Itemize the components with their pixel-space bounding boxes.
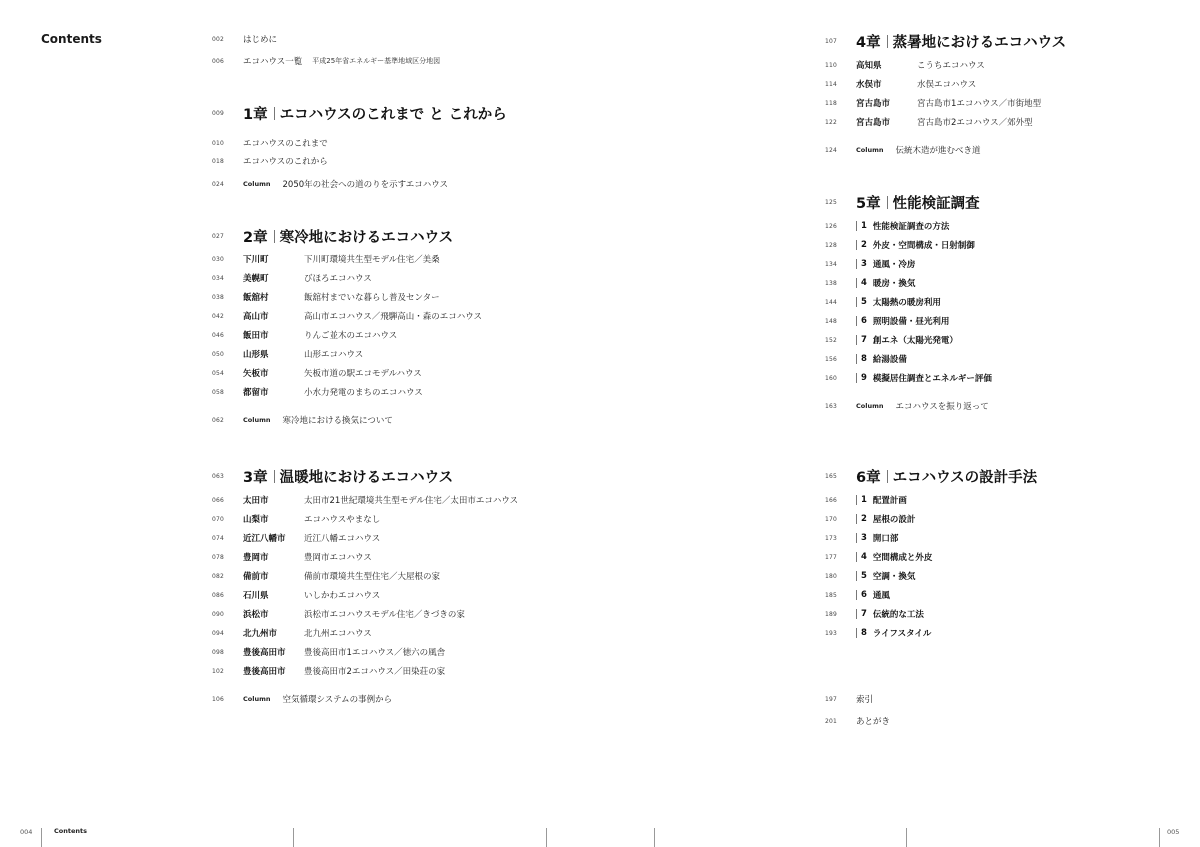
- section-number: 6: [861, 590, 867, 600]
- page-number: 054: [212, 369, 225, 377]
- toc-entry[interactable]: [212, 548, 372, 566]
- toc-entry[interactable]: [212, 491, 518, 509]
- page-number: 125: [825, 199, 838, 206]
- section-title: 創エネ（太陽光発電）: [872, 336, 958, 346]
- toc-entry[interactable]: [212, 288, 440, 306]
- footer-divider: [41, 828, 42, 847]
- section-title: 開口部: [872, 534, 899, 544]
- toc-entry[interactable]: [212, 364, 422, 382]
- location-name: 太田市: [243, 496, 269, 506]
- section-entry[interactable]: [825, 605, 924, 623]
- page-number: 102: [212, 667, 225, 675]
- entry-title: 山形エコハウス: [304, 350, 364, 360]
- toc-entry[interactable]: [212, 383, 423, 401]
- page-number: 070: [212, 515, 225, 523]
- page-number: 082: [212, 572, 225, 580]
- entry-title: 寒冷地における換気について: [282, 416, 393, 426]
- page-number: 074: [212, 534, 225, 542]
- entry-title: 宮古島市2エコハウス／郊外型: [917, 118, 1033, 128]
- page-number: 010: [212, 139, 225, 147]
- location-name: 山梨市: [243, 515, 269, 525]
- page-number: 078: [212, 553, 225, 561]
- section-divider: [856, 240, 857, 250]
- page-number: 098: [212, 648, 225, 656]
- chapter-number: 6章: [856, 469, 881, 486]
- footer-divider: [1159, 828, 1160, 847]
- chapter-number: 1章: [243, 106, 268, 123]
- page-number: 180: [825, 572, 838, 580]
- section-entry[interactable]: [825, 293, 941, 311]
- section-entry[interactable]: [825, 236, 975, 254]
- chapter-number: 5章: [856, 195, 881, 212]
- page-number: 197: [825, 695, 838, 703]
- location-name: 近江八幡市: [243, 534, 286, 544]
- page-number: 046: [212, 331, 225, 339]
- section-divider: [856, 628, 857, 638]
- section-number: 8: [861, 354, 867, 364]
- section-entry[interactable]: [825, 491, 907, 509]
- column-entry[interactable]: [212, 411, 393, 429]
- page-number: 144: [825, 298, 838, 306]
- entry-title: 太田市21世紀環境共生型モデル住宅／太田市エコハウス: [304, 496, 519, 506]
- page-number: 152: [825, 336, 838, 344]
- page-number: 094: [212, 629, 225, 637]
- toc-entry[interactable]: [212, 326, 397, 344]
- page-number: 090: [212, 610, 225, 618]
- chapter-2-heading[interactable]: [212, 227, 453, 245]
- column-entry[interactable]: [825, 141, 981, 159]
- location-name: 北九州市: [243, 629, 278, 639]
- entry-title: 宮古島市1エコハウス／市街地型: [917, 99, 1042, 109]
- page-number: 107: [825, 38, 838, 45]
- entry-title: 索引: [856, 695, 874, 705]
- page-number: 160: [825, 374, 838, 382]
- chapter-number: 3章: [243, 469, 268, 486]
- toc-entry[interactable]: [212, 510, 380, 528]
- entry-title: エコハウス一覧: [243, 57, 303, 67]
- toc-entry[interactable]: [212, 662, 445, 680]
- section-title: 屋根の設計: [872, 515, 916, 525]
- entry-title: 備前市環境共生型住宅／大屋根の家: [304, 572, 441, 582]
- page-number: 058: [212, 388, 225, 396]
- section-entry[interactable]: [825, 586, 890, 604]
- section-title: 外皮・空間構成・日射制御: [872, 241, 975, 251]
- page-number: 018: [212, 157, 225, 165]
- footer-divider: [654, 828, 655, 847]
- toc-entry[interactable]: [212, 586, 380, 604]
- location-name: 浜松市: [243, 610, 269, 620]
- section-number: 4: [861, 552, 867, 562]
- page-number: 170: [825, 515, 838, 523]
- section-entry[interactable]: [825, 255, 915, 273]
- section-number: 9: [861, 373, 867, 383]
- right-page-folio: 005: [1167, 828, 1180, 836]
- section-number: 7: [861, 609, 867, 619]
- toc-entry[interactable]: [212, 345, 363, 363]
- location-name: 水俣市: [856, 80, 882, 90]
- section-title: 模擬居住調査とエネルギー評価: [872, 374, 992, 384]
- page-number: 201: [825, 717, 838, 725]
- toc-entry[interactable]: [212, 152, 328, 170]
- chapter-4-heading[interactable]: [825, 32, 1066, 50]
- page-number: 193: [825, 629, 838, 637]
- page-number: 148: [825, 317, 838, 325]
- location-name: 矢板市: [243, 369, 269, 379]
- section-title: 空調・換気: [872, 572, 916, 582]
- section-number: 3: [861, 533, 867, 543]
- page-number: 106: [212, 695, 225, 703]
- section-title: 暖房・換気: [872, 279, 916, 289]
- section-entry[interactable]: [825, 331, 958, 349]
- section-entry[interactable]: [825, 369, 992, 387]
- toc-entry-intro[interactable]: [212, 30, 277, 48]
- toc-entry[interactable]: [212, 307, 482, 325]
- page-number: 066: [212, 496, 225, 504]
- column-label: Column: [856, 146, 884, 154]
- chapter-divider: [887, 35, 888, 48]
- column-label: Column: [243, 695, 271, 703]
- page-number: 062: [212, 416, 225, 424]
- page-number: 173: [825, 534, 838, 542]
- column-label: Column: [856, 402, 884, 410]
- entry-title: 浜松市エコハウスモデル住宅／きづきの家: [304, 610, 465, 620]
- section-title: 配置計画: [872, 496, 907, 506]
- chapter-3-heading[interactable]: [212, 467, 453, 485]
- entry-title: 近江八幡エコハウス: [304, 534, 381, 544]
- section-divider: [856, 335, 857, 345]
- chapter-title: 蒸暑地におけるエコハウス: [892, 34, 1067, 51]
- page-number: 006: [212, 57, 225, 65]
- column-label: Column: [243, 416, 271, 424]
- location-name: 飯田市: [243, 331, 269, 341]
- location-name: 下川町: [243, 255, 269, 265]
- chapter-number: 4章: [856, 34, 881, 51]
- toc-entry[interactable]: [212, 269, 372, 287]
- section-entry[interactable]: [825, 548, 932, 566]
- chapter-divider: [274, 230, 275, 243]
- column-entry[interactable]: [212, 175, 448, 193]
- section-divider: [856, 571, 857, 581]
- page-number: 009: [212, 110, 225, 117]
- section-number: 2: [861, 514, 867, 524]
- section-title: 通風: [872, 591, 890, 601]
- section-number: 2: [861, 240, 867, 250]
- entry-title: 小水力発電のまちのエコハウス: [304, 388, 423, 398]
- entry-title: あとがき: [856, 717, 891, 727]
- section-title: ライフスタイル: [872, 629, 932, 639]
- toc-entry[interactable]: [212, 529, 380, 547]
- location-name: 都留市: [243, 388, 269, 398]
- chapter-divider: [887, 196, 888, 209]
- section-title: 伝統的な工法: [872, 610, 924, 620]
- entry-title: 空気循環システムの事例から: [282, 695, 393, 705]
- chapter-divider: [887, 470, 888, 483]
- entry-title: 北九州エコハウス: [304, 629, 372, 639]
- location-name: 美幌町: [243, 274, 269, 284]
- column-entry[interactable]: [825, 397, 989, 415]
- toc-entry[interactable]: [825, 94, 1041, 112]
- section-title: 性能検証調査の方法: [872, 222, 950, 232]
- chapter-title: 温暖地におけるエコハウス: [279, 469, 454, 486]
- entry-title: 矢板市道の駅エコモデルハウス: [304, 369, 422, 379]
- location-name: 豊後高田市: [243, 667, 286, 677]
- entry-title: 水俣エコハウス: [917, 80, 977, 90]
- section-title: 太陽熱の暖房利用: [872, 298, 941, 308]
- entry-title: エコハウスやまなし: [304, 515, 381, 525]
- entry-title: びほろエコハウス: [304, 274, 372, 284]
- toc-entry[interactable]: [212, 624, 372, 642]
- chapter-divider: [274, 470, 275, 483]
- page-number: 002: [212, 35, 225, 43]
- section-divider: [856, 590, 857, 600]
- entry-note: 平成25年省エネルギー基準地域区分地図: [312, 57, 441, 65]
- footer-section-label: Contents: [54, 827, 87, 835]
- page-number: 086: [212, 591, 225, 599]
- section-number: 5: [861, 571, 867, 581]
- entry-title: 豊後高田市1エコハウス／徳六の風舎: [304, 648, 446, 658]
- section-number: 8: [861, 628, 867, 638]
- location-name: 高知県: [856, 61, 882, 71]
- entry-title: はじめに: [243, 35, 278, 45]
- chapter-title: エコハウスの設計手法: [892, 469, 1038, 486]
- toc-entry[interactable]: [825, 113, 1033, 131]
- page-number: 030: [212, 255, 225, 263]
- page-number: 126: [825, 222, 838, 230]
- chapter-title: エコハウスのこれまで と これから: [279, 106, 507, 123]
- page-number: 110: [825, 61, 838, 69]
- section-entry[interactable]: [825, 624, 931, 642]
- section-number: 1: [861, 221, 867, 231]
- location-name: 石川県: [243, 591, 269, 601]
- page-number: 050: [212, 350, 225, 358]
- toc-entry[interactable]: [212, 567, 440, 585]
- location-name: 山形県: [243, 350, 269, 360]
- section-divider: [856, 354, 857, 364]
- location-name: 宮古島市: [856, 99, 891, 109]
- page-number: 166: [825, 496, 838, 504]
- page-number: 138: [825, 279, 838, 287]
- section-title: 通風・冷房: [872, 260, 916, 270]
- page-number: 134: [825, 260, 838, 268]
- entry-title: 高山市エコハウス／飛騨高山・森のエコハウス: [304, 312, 482, 322]
- page-number: 114: [825, 80, 838, 88]
- page-number: 124: [825, 146, 838, 154]
- section-title: 照明設備・昼光利用: [872, 317, 950, 327]
- page-number: 034: [212, 274, 225, 282]
- entry-title: 豊岡市エコハウス: [304, 553, 372, 563]
- section-divider: [856, 278, 857, 288]
- section-number: 3: [861, 259, 867, 269]
- section-divider: [856, 533, 857, 543]
- section-entry[interactable]: [825, 312, 949, 330]
- entry-title: 飯舘村までいな暮らし普及センター: [304, 293, 440, 303]
- column-label: Column: [243, 180, 271, 188]
- entry-title: 伝統木造が進むべき道: [895, 146, 981, 156]
- page-number: 118: [825, 99, 838, 107]
- section-title: 給湯設備: [872, 355, 907, 365]
- chapter-number: 2章: [243, 229, 268, 246]
- section-entry[interactable]: [825, 217, 949, 235]
- entry-title: エコハウスを振り返って: [895, 402, 989, 412]
- section-divider: [856, 373, 857, 383]
- footer-divider: [293, 828, 294, 847]
- footer-divider: [546, 828, 547, 847]
- page-number: 038: [212, 293, 225, 301]
- location-name: 備前市: [243, 572, 269, 582]
- section-divider: [856, 221, 857, 231]
- page-number: 177: [825, 553, 838, 561]
- toc-entry[interactable]: [212, 643, 445, 661]
- page-number: 156: [825, 355, 838, 363]
- section-number: 7: [861, 335, 867, 345]
- page-number: 042: [212, 312, 225, 320]
- section-divider: [856, 552, 857, 562]
- column-entry[interactable]: [212, 690, 392, 708]
- page-number: 027: [212, 233, 225, 240]
- section-divider: [856, 259, 857, 269]
- section-entry[interactable]: [825, 274, 915, 292]
- section-divider: [856, 609, 857, 619]
- location-name: 豊後高田市: [243, 648, 286, 658]
- page-number: 063: [212, 473, 225, 480]
- section-entry[interactable]: [825, 529, 898, 547]
- toc-entry[interactable]: [212, 605, 465, 623]
- page-number: 024: [212, 180, 225, 188]
- section-divider: [856, 316, 857, 326]
- toc-entry-index[interactable]: [825, 690, 873, 708]
- section-entry[interactable]: [825, 350, 907, 368]
- section-divider: [856, 297, 857, 307]
- chapter-title: 寒冷地におけるエコハウス: [279, 229, 454, 246]
- entry-title: エコハウスのこれから: [243, 157, 328, 167]
- toc-entry[interactable]: [825, 75, 976, 93]
- chapter-6-heading[interactable]: [825, 467, 1037, 485]
- contents-heading: Contents: [41, 32, 102, 46]
- location-name: 宮古島市: [856, 118, 891, 128]
- left-page-folio: 004: [20, 828, 33, 836]
- toc-entry[interactable]: [212, 134, 328, 152]
- toc-entry-list[interactable]: [212, 52, 440, 70]
- section-number: 4: [861, 278, 867, 288]
- toc-entry[interactable]: [212, 250, 440, 268]
- page-number: 163: [825, 402, 838, 410]
- section-divider: [856, 514, 857, 524]
- page-number: 128: [825, 241, 838, 249]
- location-name: 飯舘村: [243, 293, 269, 303]
- section-number: 1: [861, 495, 867, 505]
- section-entry[interactable]: [825, 567, 915, 585]
- location-name: 豊岡市: [243, 553, 269, 563]
- entry-title: 豊後高田市2エコハウス／田染荘の家: [304, 667, 446, 677]
- footer-divider: [906, 828, 907, 847]
- toc-entry-afterword[interactable]: [825, 712, 890, 730]
- toc-entry[interactable]: [825, 56, 985, 74]
- section-entry[interactable]: [825, 510, 915, 528]
- section-number: 5: [861, 297, 867, 307]
- section-divider: [856, 495, 857, 505]
- page-number: 185: [825, 591, 838, 599]
- chapter-5-heading[interactable]: [825, 193, 980, 211]
- chapter-title: 性能検証調査: [892, 195, 980, 212]
- entry-title: 下川町環境共生型モデル住宅／美桑: [304, 255, 440, 265]
- entry-title: りんご並木のエコハウス: [304, 331, 398, 341]
- page-number: 122: [825, 118, 838, 126]
- page-number: 165: [825, 473, 838, 480]
- chapter-1-heading[interactable]: [212, 104, 507, 122]
- entry-title: いしかわエコハウス: [304, 591, 381, 601]
- section-number: 6: [861, 316, 867, 326]
- chapter-divider: [274, 107, 275, 120]
- section-title: 空間構成と外皮: [872, 553, 933, 563]
- entry-title: エコハウスのこれまで: [243, 139, 328, 149]
- location-name: 高山市: [243, 312, 269, 322]
- page-number: 189: [825, 610, 838, 618]
- entry-title: こうちエコハウス: [917, 61, 985, 71]
- entry-title: 2050年の社会への道のりを示すエコハウス: [282, 180, 448, 190]
